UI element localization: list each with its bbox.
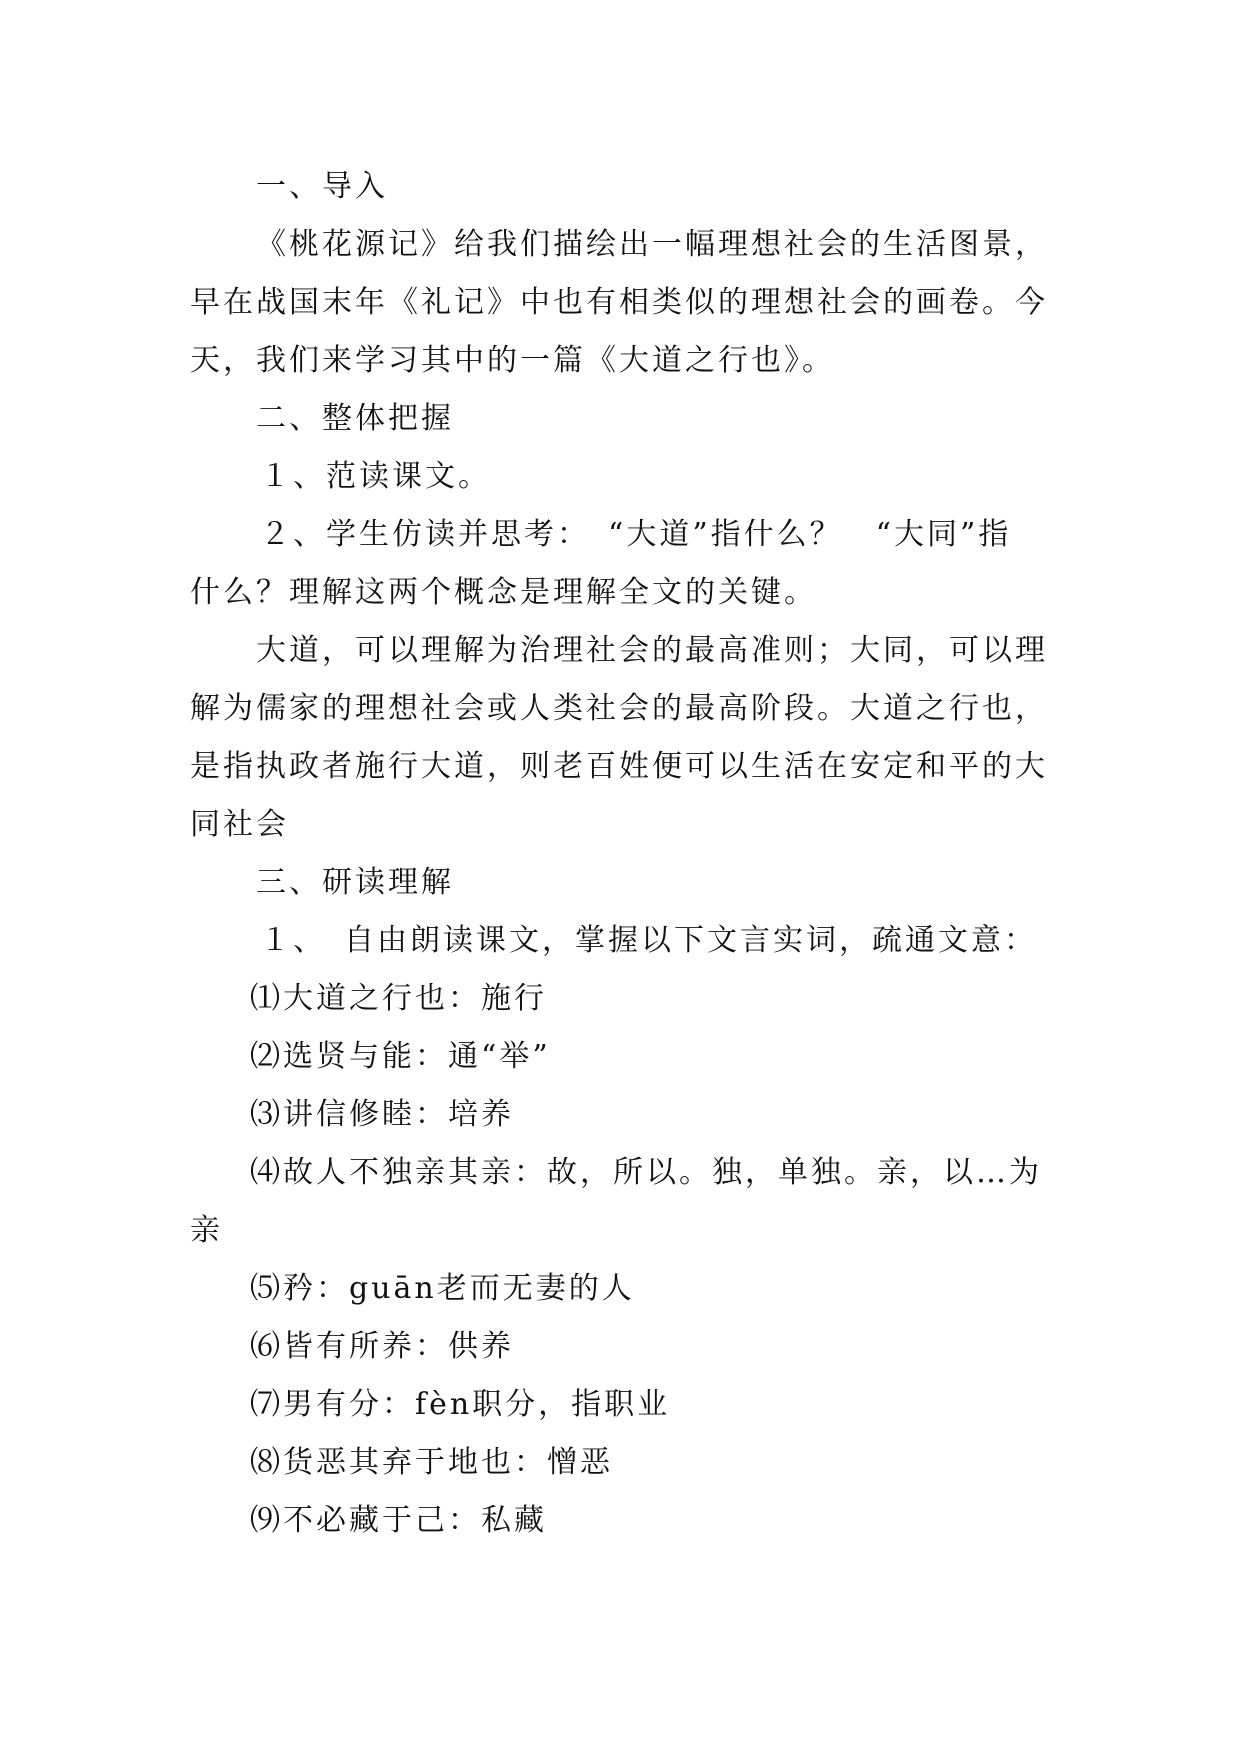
document-page: [190, 158, 1070, 1550]
section-heading-overview: 二、整体把握: [256, 401, 454, 436]
vocab-item: ⑷故人不独亲其亲：故，所以。独，单独。亲，以…为: [250, 1155, 1042, 1190]
overview-item-2-line-2: 什么？理解这两个概念是理解全文的关键。: [190, 575, 817, 610]
intro-paragraph-line-2: 早在战国末年《礼记》中也有相类似的理想社会的画卷。今: [190, 285, 1048, 320]
overview-paragraph-line-3: 是指执政者施行大道，则老百姓便可以生活在安定和平的大: [190, 749, 1048, 784]
study-item-1: １、 自由朗读课文，掌握以下文言实词，疏通文意：: [260, 923, 1037, 958]
vocab-item: ⑻货恶其弃于地也：憎恶: [250, 1445, 613, 1480]
overview-item-1: １、范读课文。: [260, 459, 491, 494]
intro-paragraph-line-1: 《桃花源记》给我们描绘出一幅理想社会的生活图景，: [256, 227, 1048, 262]
section-heading-intro: 一、导入: [256, 169, 388, 204]
overview-paragraph-line-4: 同社会: [190, 807, 289, 842]
vocab-item: ⑼不必藏于己：私藏: [250, 1503, 547, 1538]
vocab-item: ⑸矜：guān老而无妻的人: [250, 1271, 635, 1306]
vocab-item: ⑶讲信修睦：培养: [250, 1097, 514, 1132]
vocab-item: ⑹皆有所养：供养: [250, 1329, 514, 1364]
section-heading-study: 三、研读理解: [256, 865, 454, 900]
overview-paragraph-line-1: 大道，可以理解为治理社会的最高准则；大同，可以理: [256, 633, 1048, 668]
vocab-item: ⑴大道之行也：施行: [250, 981, 547, 1016]
overview-item-2-line-1: ２、学生仿读并思考： “大道”指什么？ “大同”指: [260, 517, 1012, 552]
vocab-item-continuation: 亲: [190, 1213, 223, 1248]
intro-paragraph-line-3: 天，我们来学习其中的一篇《大道之行也》。: [190, 343, 835, 378]
vocab-item: ⑺男有分：fèn职分，指职业: [250, 1387, 671, 1422]
vocab-item: ⑵选贤与能：通“举”: [250, 1039, 551, 1074]
overview-paragraph-line-2: 解为儒家的理想社会或人类社会的最高阶段。大道之行也，: [190, 691, 1048, 726]
